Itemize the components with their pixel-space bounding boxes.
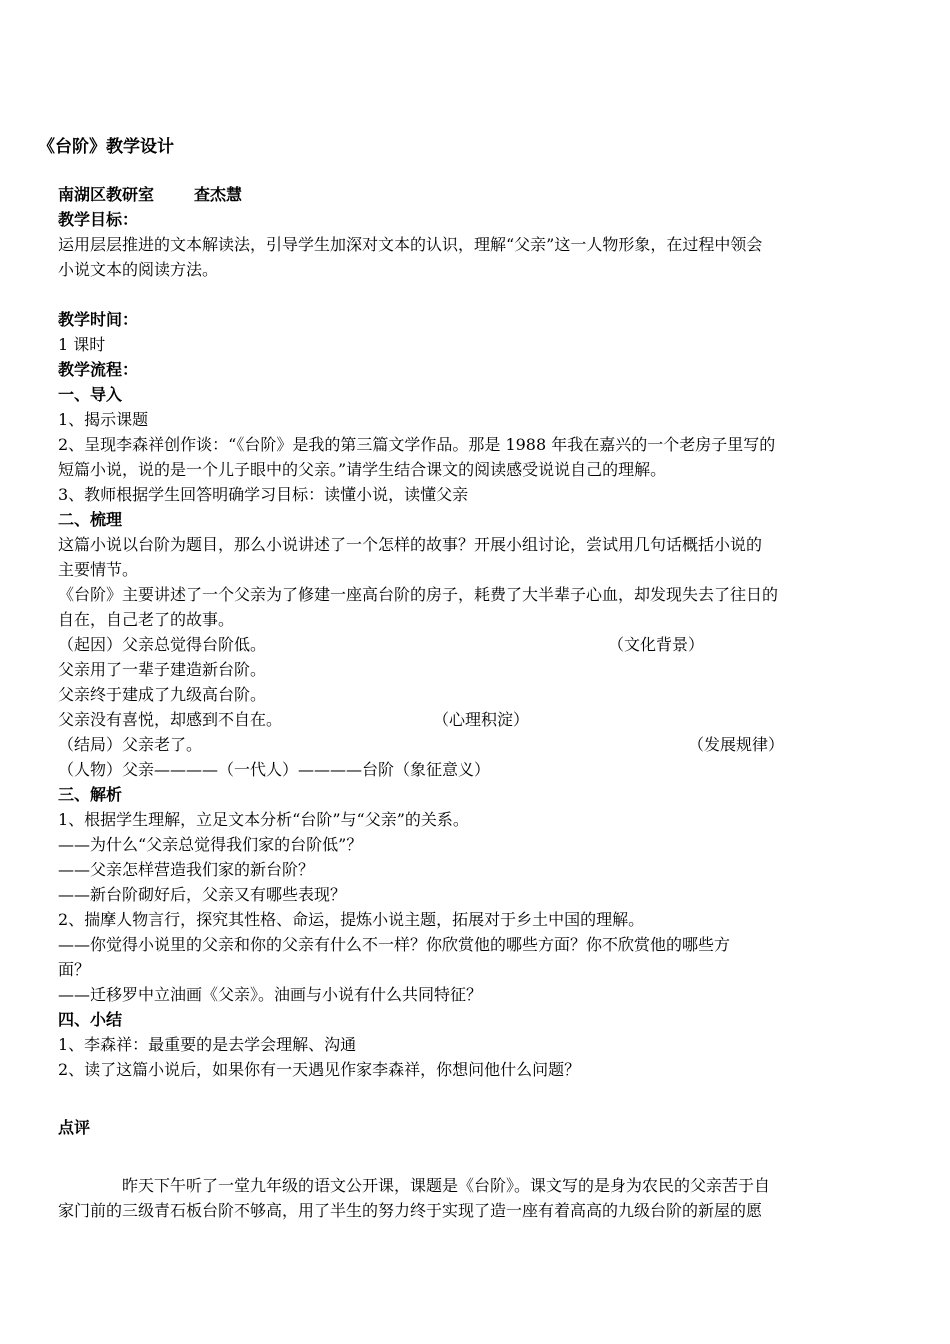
plot-line [58,757,903,782]
section1-item: 1、揭示课题 [58,410,149,429]
document-body [58,182,903,1223]
review-line-1: 昨天下午听了一堂九年级的语文公开课，课题是《台阶》。课文写的是身为农民的父亲苦于自 [122,1176,771,1195]
plot-line [58,682,903,707]
plot-tag: （文化背景） [608,635,705,654]
section2-para2-line-2: 自在，自己老了的故事。 [58,610,235,629]
plot-text: （结局）父亲老了。 [58,735,203,754]
plot-line [58,732,903,757]
section3-item: ——迁移罗中立油画《父亲》。油画与小说有什么共同特征？ [58,985,483,1004]
section4-item: 2、读了这篇小说后，如果你有一天遇见作家李森祥，你想问他什么问题？ [58,1060,581,1079]
plot-tag: （发展规律） [688,735,785,754]
objective-text-line-2: 小说文本的阅读方法。 [58,260,219,279]
plot-line [58,657,903,682]
author-line [58,182,903,207]
section2-para2-line-1: 《台阶》主要讲述了一个父亲为了修建一座高台阶的房子，耗费了大半辈子心血，却发现失去了往日的 [58,585,779,604]
plot-text: 父亲没有喜悦，却感到不自在。 [58,710,283,729]
plot-text: 父亲用了一辈子建造新台阶。 [58,660,267,679]
plot-tag: （心理积淀） [433,710,530,729]
review-line-2: 家门前的三级青石板台阶不够高，用了半生的努力终于实现了造一座有着高高的九级台阶的新屋的愿 [58,1201,763,1220]
section1-heading: 一、导入 [58,385,123,404]
section1-item: 短篇小说，说的是一个儿子眼中的父亲。”请学生结合课文的阅读感受说说自己的理解。 [58,460,667,479]
section1-item: 2、呈现李森祥创作谈：“《台阶》是我的第三篇文学作品。那是 1988 年我在嘉兴的一个老房子里写的 [58,435,776,454]
section2-heading: 二、梳理 [58,510,123,529]
section3-item: ——你觉得小说里的父亲和你的父亲有什么不一样？你欣赏他的哪些方面？你不欣赏他的哪些方 [58,935,731,954]
plot-text: 父亲终于建成了九级高台阶。 [58,685,267,704]
section2-para1-line-1: 这篇小说以台阶为题目，那么小说讲述了一个怎样的故事？开展小组讨论，尝试用几句话概括小说的 [58,535,763,554]
section4-item: 1、李森祥：最重要的是去学会理解、沟通 [58,1035,357,1054]
author-name: 查杰慧 [194,185,243,204]
time-heading: 教学时间： [58,310,139,329]
section3-item: ——父亲怎样营造我们家的新台阶？ [58,860,315,879]
objective-heading: 教学目标： [58,210,139,229]
section3-item: ——为什么“父亲总觉得我们家的台阶低”？ [58,835,363,854]
plot-text: （起因）父亲总觉得台阶低。 [58,635,267,654]
section3-item: 2、揣摩人物言行，探究其性格、命运，提炼小说主题，拓展对于乡土中国的理解。 [58,910,645,929]
plot-text: （人物）父亲————（一代人）————台阶（象征意义） [58,760,491,779]
objective-text-line-1: 运用层层推进的文本解读法，引导学生加深对文本的认识，理解“父亲”这一人物形象，在过程中领会 [58,235,763,254]
plot-line [58,707,903,732]
document-title: 《台阶》教学设计 [38,137,174,157]
section4-heading: 四、小结 [58,1010,123,1029]
review-heading: 点评 [58,1118,91,1137]
time-value: 1 课时 [58,335,106,354]
plot-line [58,632,903,657]
section3-item: ——新台阶砌好后，父亲又有哪些表现？ [58,885,347,904]
section1-item: 3、教师根据学生回答明确学习目标：读懂小说，读懂父亲 [58,485,469,504]
section3-item: 1、根据学生理解，立足文本分析“台阶”与“父亲”的关系。 [58,810,469,829]
section2-para1-line-2: 主要情节。 [58,560,139,579]
section3-item: 面？ [58,960,91,979]
section3-heading: 三、解析 [58,785,123,804]
author-org: 南湖区教研室 [58,185,155,204]
process-heading: 教学流程： [58,360,139,379]
